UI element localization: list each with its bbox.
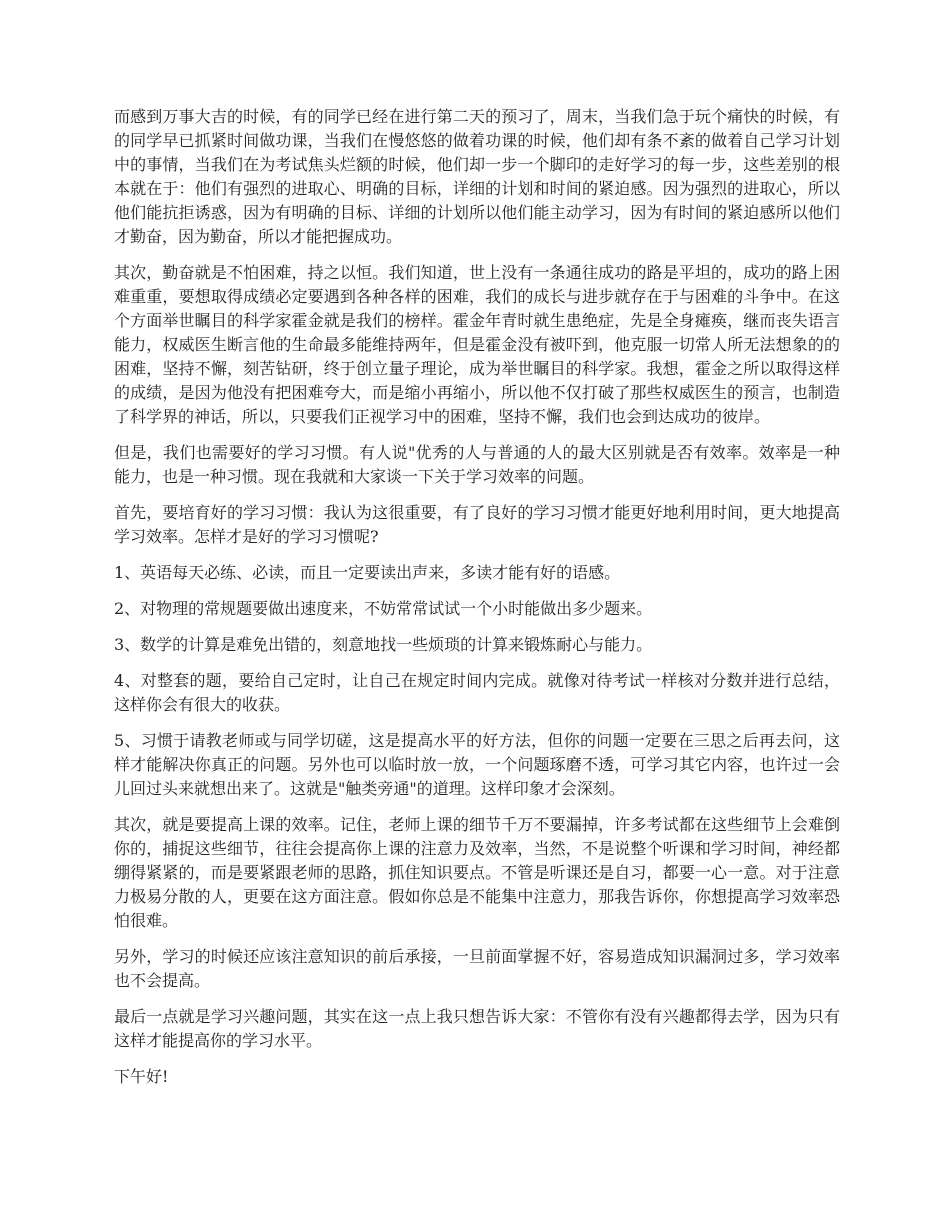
list-item-english: 1、英语每天必练、必读，而且一定要读出声来，多读才能有好的语感。 (114, 563, 621, 582)
paragraph-interest: 最后一点就是学习兴趣问题，其实在这一点上我只想告诉大家：不管你有没有兴趣都得去学，因为只有这样才能提高你的学习水平。 (114, 1007, 840, 1050)
paragraph-diligence-goals: 而感到万事大吉的时候，有的同学已经在进行第二天的预习了，周末，当我们急于玩个痛快的时候，有的同学早已抓紧时间做功课，当我们在慢悠悠的做着功课的时候，他们却有条不紊的做着自己学习计划中的事情，当我们在为考试焦头烂额的时候，他们却一步一个脚印的走好学习的每一步，这些差别的根本就在于：他们有强烈的进取心、明确的目标，详细的计划和时间的紧迫感。因为强烈的进取心，所以他们能抗拒诱惑，因为有明确的目标、详细的计划所以他们能主动学习，因为有时间的紧迫感所以他们才勤奋，因为勤奋，所以才能把握成功。 (114, 107, 840, 246)
closing-greeting: 下午好! (114, 1067, 169, 1086)
document-body (114, 105, 840, 1101)
list-item-timed-practice: 4、对整套的题，要给自己定时，让自己在规定时间内完成。就像对待考试一样核对分数并进行总结，这样你会有很大的收获。 (114, 671, 840, 714)
paragraph-knowledge-continuity: 另外，学习的时候还应该注意知识的前后承接，一旦前面掌握不好，容易造成知识漏洞过多，学习效率也不会提高。 (114, 947, 840, 990)
list-item-math: 3、数学的计算是难免出错的，刻意地找一些烦琐的计算来锻炼耐心与能力。 (114, 635, 653, 654)
list-item-physics: 2、对物理的常规题要做出速度来，不妨常常试试一个小时能做出多少题来。 (114, 599, 653, 618)
paragraph-cultivate-habits: 首先，要培育好的学习习惯：我认为这很重要，有了良好的学习习惯才能更好地利用时间，更大地提高学习效率。怎样才是好的学习习惯呢? (114, 503, 840, 546)
paragraph-perseverance-hawking: 其次，勤奋就是不怕困难，持之以恒。我们知道，世上没有一条通往成功的路是平坦的，成功的路上困难重重，要想取得成绩必定要遇到各种各样的困难，我们的成长与进步就存在于与困难的斗争中。在这个方面举世瞩目的科学家霍金就是我们的榜样。霍金年青时就生患绝症，先是全身瘫痪，继而丧失语言能力，权威医生断言他的生命最多能维持两年，但是霍金没有被吓到，他克服一切常人所无法想象的的困难，坚持不懈，刻苦钻研，终于创立量子理论，成为举世瞩目的科学家。我想，霍金之所以取得这样的成绩，是因为他没有把困难夸大，而是缩小再缩小，所以他不仅打破了那些权威医生的预言，也制造了科学界的神话，所以，只要我们正视学习中的困难，坚持不懈，我们也会到达成功的彼岸。 (114, 263, 840, 426)
paragraph-class-efficiency: 其次，就是要提高上课的效率。记住，老师上课的细节千万不要漏掉，许多考试都在这些细节上会难倒你的，捕捉这些细节，往往会提高你上课的注意力及效率，当然，不是说整个听课和学习时间，神经都绷得紧紧的，而是要紧跟老师的思路，抓住知识要点。不管是听课还是自习，都要一心一意。对于注意力极易分散的人，更要在这方面注意。假如你总是不能集中注意力，那我告诉你，你想提高学习效率恐怕很难。 (114, 815, 840, 930)
paragraph-study-habits-intro: 但是，我们也需要好的学习习惯。有人说"优秀的人与普通的人的最大区别就是否有效率。效率是一种能力，也是一种习惯。现在我就和大家谈一下关于学习效率的问题。 (114, 443, 840, 486)
list-item-ask-teachers: 5、习惯于请教老师或与同学切磋，这是提高水平的好方法，但你的问题一定要在三思之后再去问，这样才能解决你真正的问题。另外也可以临时放一放，一个问题琢磨不透，可学习其它内容，也许过一会儿回过头来就想出来了。这就是"触类旁通"的道理。这样印象才会深刻。 (114, 731, 840, 798)
